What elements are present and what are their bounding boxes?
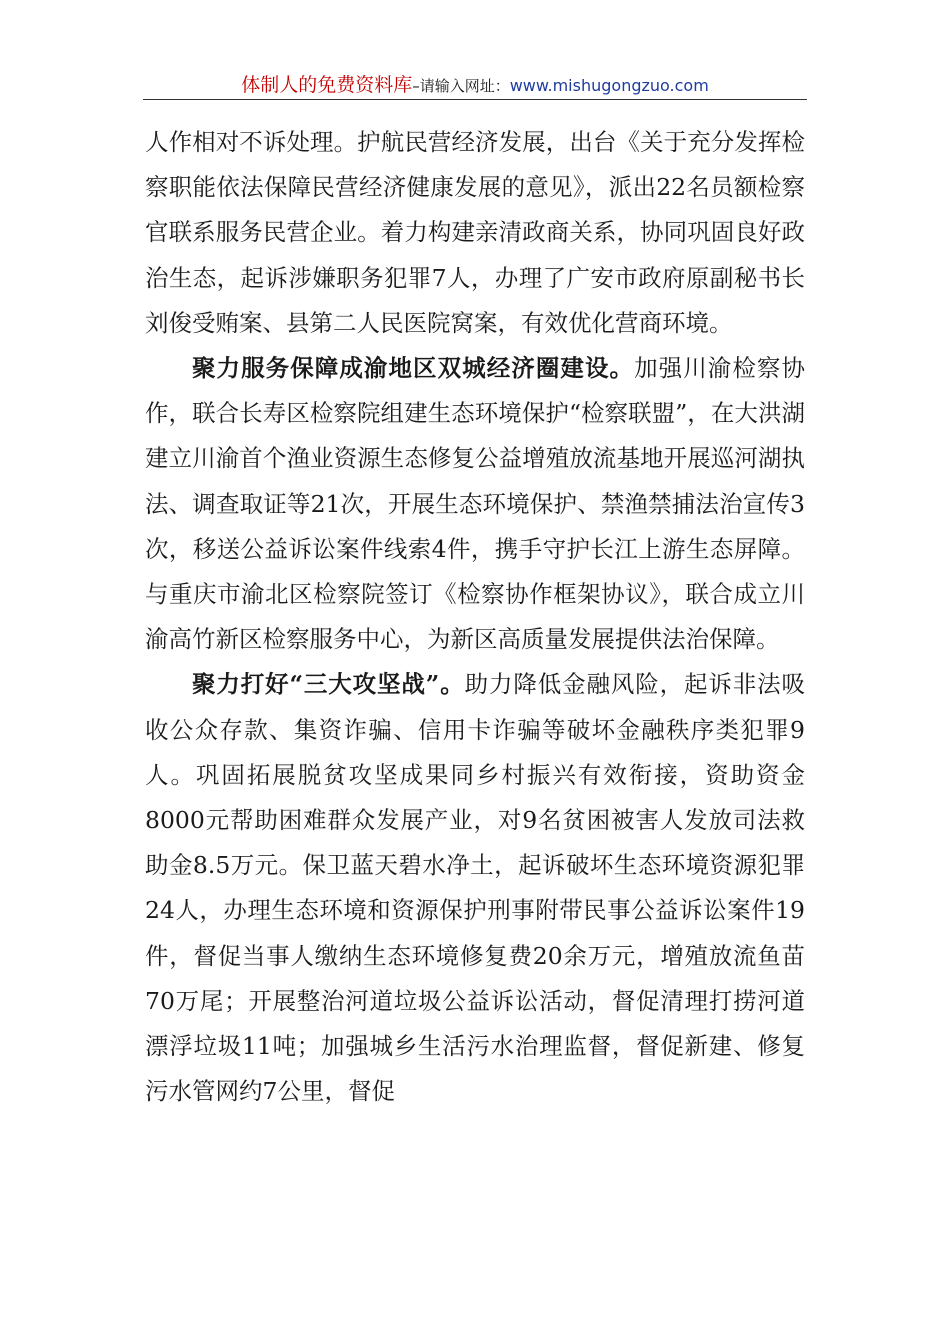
- paragraph-2-text: 加强川渝检察协作，联合长寿区检察院组建生态环境保护“检察联盟”，在大洪湖建立川渝首个渔业资源生态修复公益增殖放流基地开展巡河湖执法、调查取证等21次，开展生态环境保护、禁渔禁捕法治宣传3次，移送公益诉讼案件线索4件，携手守护长江上游生态屏障。与重庆市渝北区检察院签订《检察协作框架协议》，联合成立川渝高竹新区检察服务中心，为新区高质量发展提供法治保障。: [145, 354, 805, 654]
- paragraph-3: [145, 662, 805, 1114]
- site-url-link[interactable]: www.mishugongzuo.com: [509, 76, 709, 95]
- paragraph-3-text: 助力降低金融风险，起诉非法吸收公众存款、集资诈骗、信用卡诈骗等破坏金融秩序类犯罪9人。巩固拓展脱贫攻坚成果同乡村振兴有效衔接，资助资金8000元帮助困难群众发展产业，对9名贫困被害人发放司法救助金8.5万元。保卫蓝天碧水净土，起诉破坏生态环境资源犯罪24人，办理生态环境和资源保护刑事附带民事公益诉讼案件19件，督促当事人缴纳生态环境修复费20余万元，增殖放流鱼苗70万尾；开展整治河道垃圾公益诉讼活动，督促清理打捞河道漂浮垃圾11吨；加强城乡生活污水治理监督，督促新建、修复污水管网约7公里，督促: [145, 670, 805, 1106]
- paragraph-2: [145, 346, 805, 662]
- paragraph-1: [145, 120, 805, 346]
- site-brand: 体制人的免费资料库: [241, 74, 413, 96]
- paragraph-3-heading: 聚力打好“三大攻坚战”。: [192, 670, 465, 699]
- header-divider: [143, 99, 807, 100]
- paragraph-2-heading: 聚力服务保障成渝地区双城经济圈建设。: [192, 354, 635, 383]
- paragraph-1-text: 人作相对不诉处理。护航民营经济发展，出台《关于充分发挥检察职能依法保障民营经济健康发展的意见》，派出22名员额检察官联系服务民营企业。着力构建亲清政商关系，协同巩固良好政治生态，起诉涉嫌职务犯罪7人，办理了广安市政府原副秘书长刘俊受贿案、县第二人民医院窝案，有效优化营商环境。: [145, 128, 805, 337]
- page-header: [143, 70, 807, 100]
- document-body: [145, 120, 805, 1114]
- url-prompt: –请输入网址：: [412, 77, 510, 95]
